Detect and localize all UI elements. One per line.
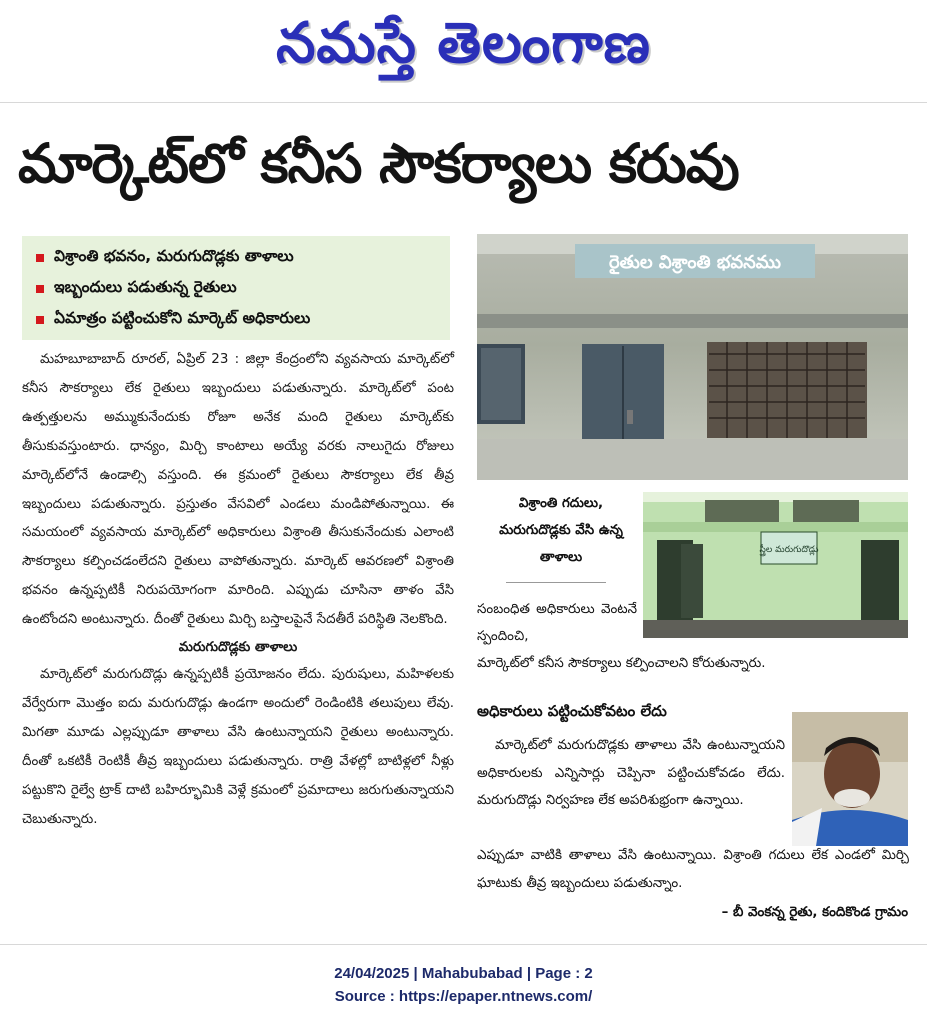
farmer-quote-start: మార్కెట్‌లో మరుగుదొడ్లకు తాళాలు వేసి ఉంటున్నాయని అధికారులకు ఎన్నిసార్లు చెప్పినా పట్టించుకోవడం లేదు. మరుగుదొడ్లు నిర్వహణ లేక అపరిశుభ్రంగా ఉన్నాయి. [477, 738, 785, 808]
article-right-paragraph [477, 596, 637, 650]
bullet-item [32, 304, 440, 335]
caption-divider [506, 582, 606, 583]
farmer-quote-end: ఎప్పుడూ వాటికి తాళాలు వేసి ఉంటున్నాయి. విశ్రాంతి గదులు లేక ఎండలో మిర్చి ఘాటుకు తీవ్ర ఇబ్బందులు పడుతున్నాం. [477, 848, 909, 891]
toilet-image [643, 492, 908, 638]
bullet-square-icon [36, 316, 44, 324]
bullet-text: ఇబ్బందులు పడుతున్న రైతులు [54, 277, 237, 296]
bullet-square-icon [36, 285, 44, 293]
bullet-item [32, 273, 440, 304]
bullet-square-icon [36, 254, 44, 262]
article-subhead: మరుగుదొడ్లకు తాళాలు [178, 640, 298, 656]
headline: మార్కెట్‌లో కనీస సౌకర్యాలు కరువు [18, 132, 739, 195]
footer-source-line: Source : https://epaper.ntnews.com/ [334, 988, 593, 1005]
bullet-text: ఏమాత్రం పట్టించుకోని మార్కెట్ అధికారులు [54, 308, 311, 327]
farmer-quote-subhead: అధికారులు పట్టించుకోవటం లేదు [477, 702, 667, 720]
photo-caption: విశ్రాంతి గదులు, మరుగుదొడ్లకు వేసి ఉన్న తాళాలు [499, 496, 623, 565]
bullet-box [22, 236, 450, 340]
article-paragraph-1: మహబూబాబాద్ రూరల్, ఏప్రిల్ 23 : జిల్లా కేంద్రంలోని వ్యవసాయ మార్కెట్‌లో కనీస సౌకర్యాలు లేక రైతులు ఇబ్బందులు పడుతున్నారు. మార్కెట్‌లో పంట ఉత్పత్తులను అమ్ముకునేందుకు రోజూ అనేక మంది రైతులు మార్కెట్‌కు తీసుకువస్తుంటారు. ధాన్యం, మిర్చి కాంటాలు అయ్యే వరకు నాలుగైదు రోజులు మార్కెట్‌లోనే ఉండాల్సి వస్తుంది. ఈ క్రమంలో రైతులు సౌకర్యాలు లేక తీవ్ర ఇబ్బందులు పడుతున్నారు. ప్రస్తుతం వేసవిలో ఎండలు మండిపోతున్నాయి. ఈ సమయంలో వ్యవసాయ మార్కెట్‌లో అధికారులు విశ్రాంతి తీసుకునేందుకు ఎలాంటి సౌకర్యాలు కల్పించడంలేదని రైతులు వాపోతున్నారు. మార్కెట్ ఆవరణలో విశ్రాంతి భవనం ఉన్నప్పటికీ నిరుపయోగంగా మారింది. ఎప్పుడు చూసినా తాళం వేసి ఉంటోందని అంటున్నారు. దీంతో రైతులు మిర్చి బస్తాలపైనే సేదతీరే పరిస్థితి నెలకొంది. [22, 352, 454, 628]
footer-date-line: 24/04/2025 | Mahabubabad | Page : 2 [334, 965, 593, 982]
farmer-portrait [792, 712, 908, 846]
toilet-sign-text: స్త్రీల మరుగుదొడ్లు [759, 545, 819, 555]
right-paragraph-end: మార్కెట్‌లో కనీస సౌకర్యాలు కల్పించాలని కోరుతున్నారు. [477, 656, 766, 671]
bullet-item [32, 242, 440, 273]
article-paragraph-2: మార్కెట్‌లో మరుగుదొడ్లు ఉన్నప్పటికీ ప్రయోజనం లేదు. పురుషులు, మహిళలకు వేర్వేరుగా మొత్తం ఐదు మరుగుదొడ్లు ఉండగా అందులో రెండింటికి తలుపులు లేవు. మిగతా మూడు ఎల్లప్పుడూ తాళాలు వేసి ఉంటున్నాయని రైతులు అంటున్నారు. దీంతో ఒకటికీ రెంటికీ తీవ్ర ఇబ్బందులు పడుతున్నారు. రాత్రి వేళల్లో బాటిళ్లలో నీళ్లు పట్టుకొని రైల్వే ట్రాక్ దాటి బహిర్భూమికి వెళ్లే క్రమంలో ప్రమాదాలు జరుగుతున్నాయని చెబుతున్నారు. [22, 667, 454, 827]
bullet-text: విశ్రాంతి భవనం, మరుగుదొడ్లకు తాళాలు [54, 246, 294, 265]
farmer-quote-continued [477, 842, 909, 897]
footer [0, 962, 927, 1008]
masthead-title: నమస్తే తెలంగాణ [276, 10, 651, 76]
farmer-portrait-image [792, 712, 908, 846]
farmer-quote [477, 732, 785, 815]
rest-building-photo [477, 234, 908, 480]
top-divider [0, 102, 927, 103]
toilet-photo [643, 492, 908, 638]
rest-building-image [477, 234, 908, 480]
building-sign-text: రైతుల విశ్రాంతి భవనము [608, 252, 782, 273]
right-paragraph-start: సంబంధిత అధికారులు వెంటనే స్పందించి, [477, 602, 637, 644]
article-left-column [22, 346, 454, 931]
masthead [0, 0, 927, 100]
bottom-divider [0, 944, 927, 945]
quote-attribution: – బీ వెంకన్న రైతు, కందికొండ గ్రామం [721, 905, 908, 920]
